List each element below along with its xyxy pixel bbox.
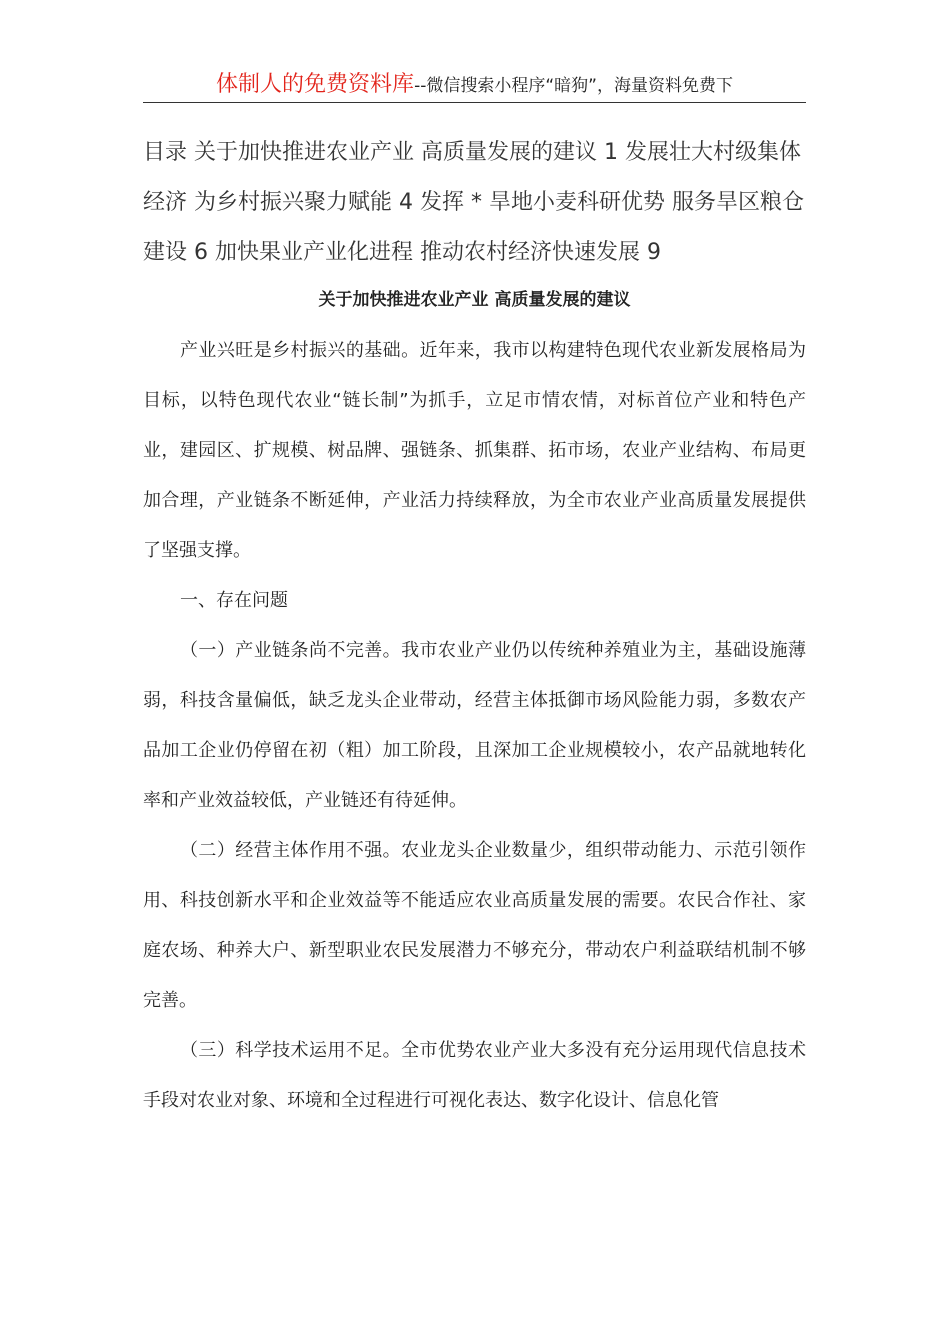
document-body [143,326,806,1126]
header-note: --微信搜索小程序“暗狗”，海量资料免费下 [414,76,733,96]
section-heading-problems: 一、存在问题 [180,590,288,611]
paragraph-problem-2: （二）经营主体作用不强。农业龙头企业数量少，组织带动能力、示范引领作用、科技创新水平和企业效益等不能适应农业高质量发展的需要。农民合作社、家庭农场、种养大户、新型职业农民发展潜力不够充分，带动农户利益联结机制不够完善。 [143,840,806,1011]
paragraph-intro: 产业兴旺是乡村振兴的基础。近年来，我市以构建特色现代农业新发展格局为目标，以特色现代农业“链长制”为抓手，立足市情农情，对标首位产业和特色产业，建园区、扩规模、树品牌、强链条、抓集群、拓市场，农业产业结构、布局更加合理，产业链条不断延伸，产业活力持续释放，为全市农业产业高质量发展提供了坚强支撑。 [143,340,806,561]
document-title: 关于加快推进农业产业 高质量发展的建议 [318,290,631,310]
page-header [143,70,806,103]
paragraph-problem-3: （三）科学技术运用不足。全市优势农业产业大多没有充分运用现代信息技术手段对农业对象、环境和全过程进行可视化表达、数字化设计、信息化管 [143,1040,806,1111]
table-of-contents: 目录 关于加快推进农业产业 高质量发展的建议 1 发展壮大村级集体经济 为乡村振兴聚力赋能 4 发挥 * 旱地小麦科研优势 服务旱区粮仓建设 6 加快果业产业化进程 推动农村经济快速发展 9 [143,140,804,265]
paragraph-problem-1: （一）产业链条尚不完善。我市农业产业仍以传统种养殖业为主，基础设施薄弱，科技含量偏低，缺乏龙头企业带动，经营主体抵御市场风险能力弱，多数农产品加工企业仍停留在初（粗）加工阶段，且深加工企业规模较小，农产品就地转化率和产业效益较低，产业链还有待延伸。 [143,640,806,811]
header-brand: 体制人的免费资料库 [216,72,415,97]
